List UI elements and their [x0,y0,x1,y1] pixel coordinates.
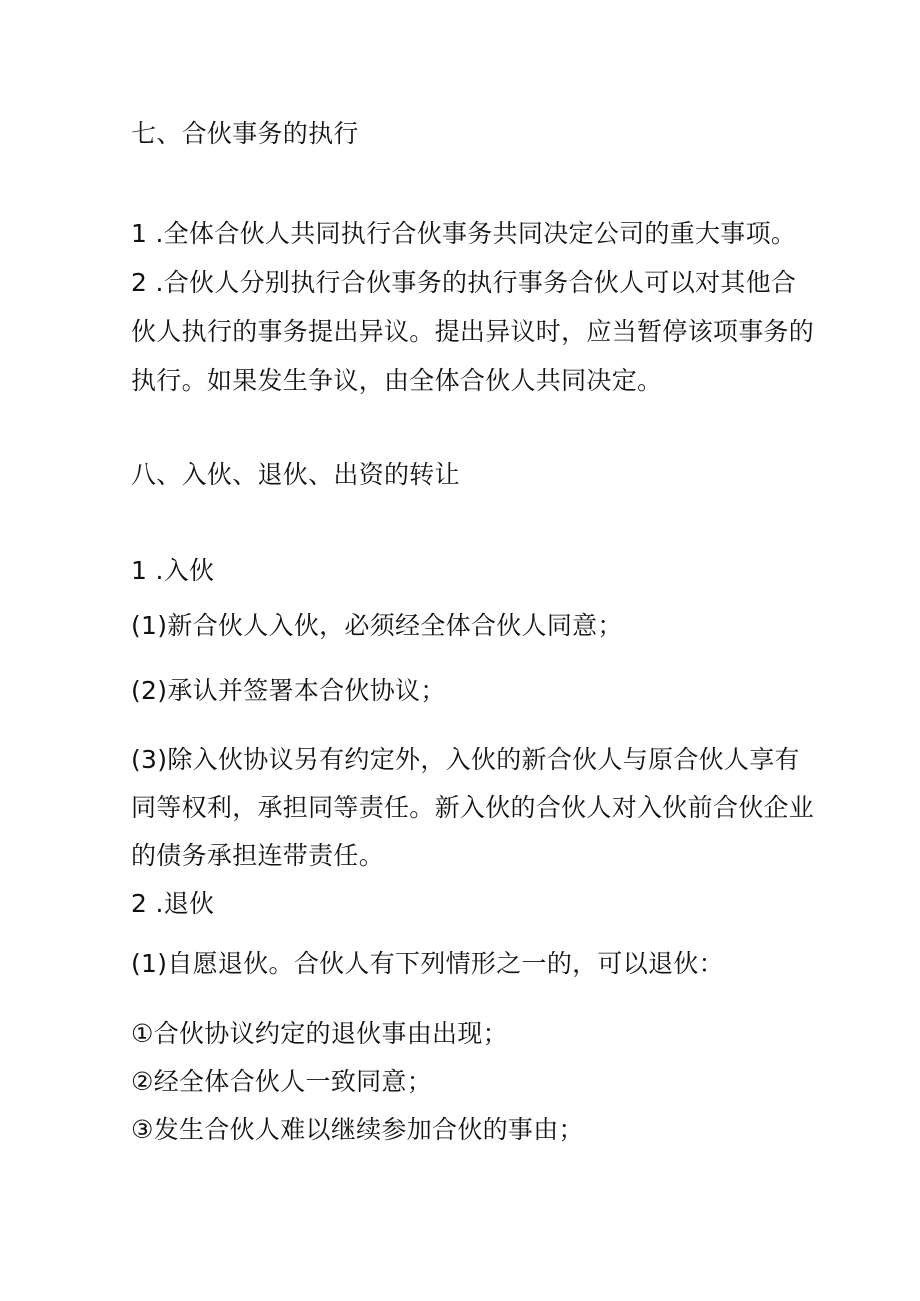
paragraph-line: 2 .合伙人分别执行合伙事务的执行事务合伙人可以对其他合 [131,268,797,297]
paragraph-line: (3)除入伙协议另有约定外，入伙的新合伙人与原合伙人享有 [131,745,800,774]
paragraph-line: 同等权利，承担同等责任。新入伙的合伙人对入伙前合伙企业 [131,793,815,822]
section-7-heading: 七、合伙事务的执行 [131,119,359,148]
paragraph-line: 执行。如果发生争议，由全体合伙人共同决定。 [131,366,663,395]
list-item: ②经全体合伙人一致同意； [131,1067,433,1096]
withdraw-clause-1: (1)自愿退伙。合伙人有下列情形之一的，可以退伙： [131,949,724,978]
section-7-item-1: 1 .全体合伙人共同执行合伙事务共同决定公司的重大事项。 [131,219,797,248]
join-clause-2: (2)承认并签署本合伙协议； [131,676,446,705]
list-item: ①合伙协议约定的退伙事由出现； [131,1019,508,1048]
section-8-heading: 八、入伙、退伙、出资的转让 [131,460,460,489]
join-title: 1 .入伙 [131,556,215,585]
withdraw-title: 2 .退伙 [131,889,215,918]
list-item: ③发生合伙人难以继续参加合伙的事由； [131,1115,584,1144]
join-clause-1: (1)新合伙人入伙，必须经全体合伙人同意； [131,611,623,640]
paragraph-line: 伙人执行的事务提出异议。提出异议时，应当暂停该项事务的 [131,317,815,346]
paragraph-line: 的债务承担连带责任。 [131,841,385,870]
